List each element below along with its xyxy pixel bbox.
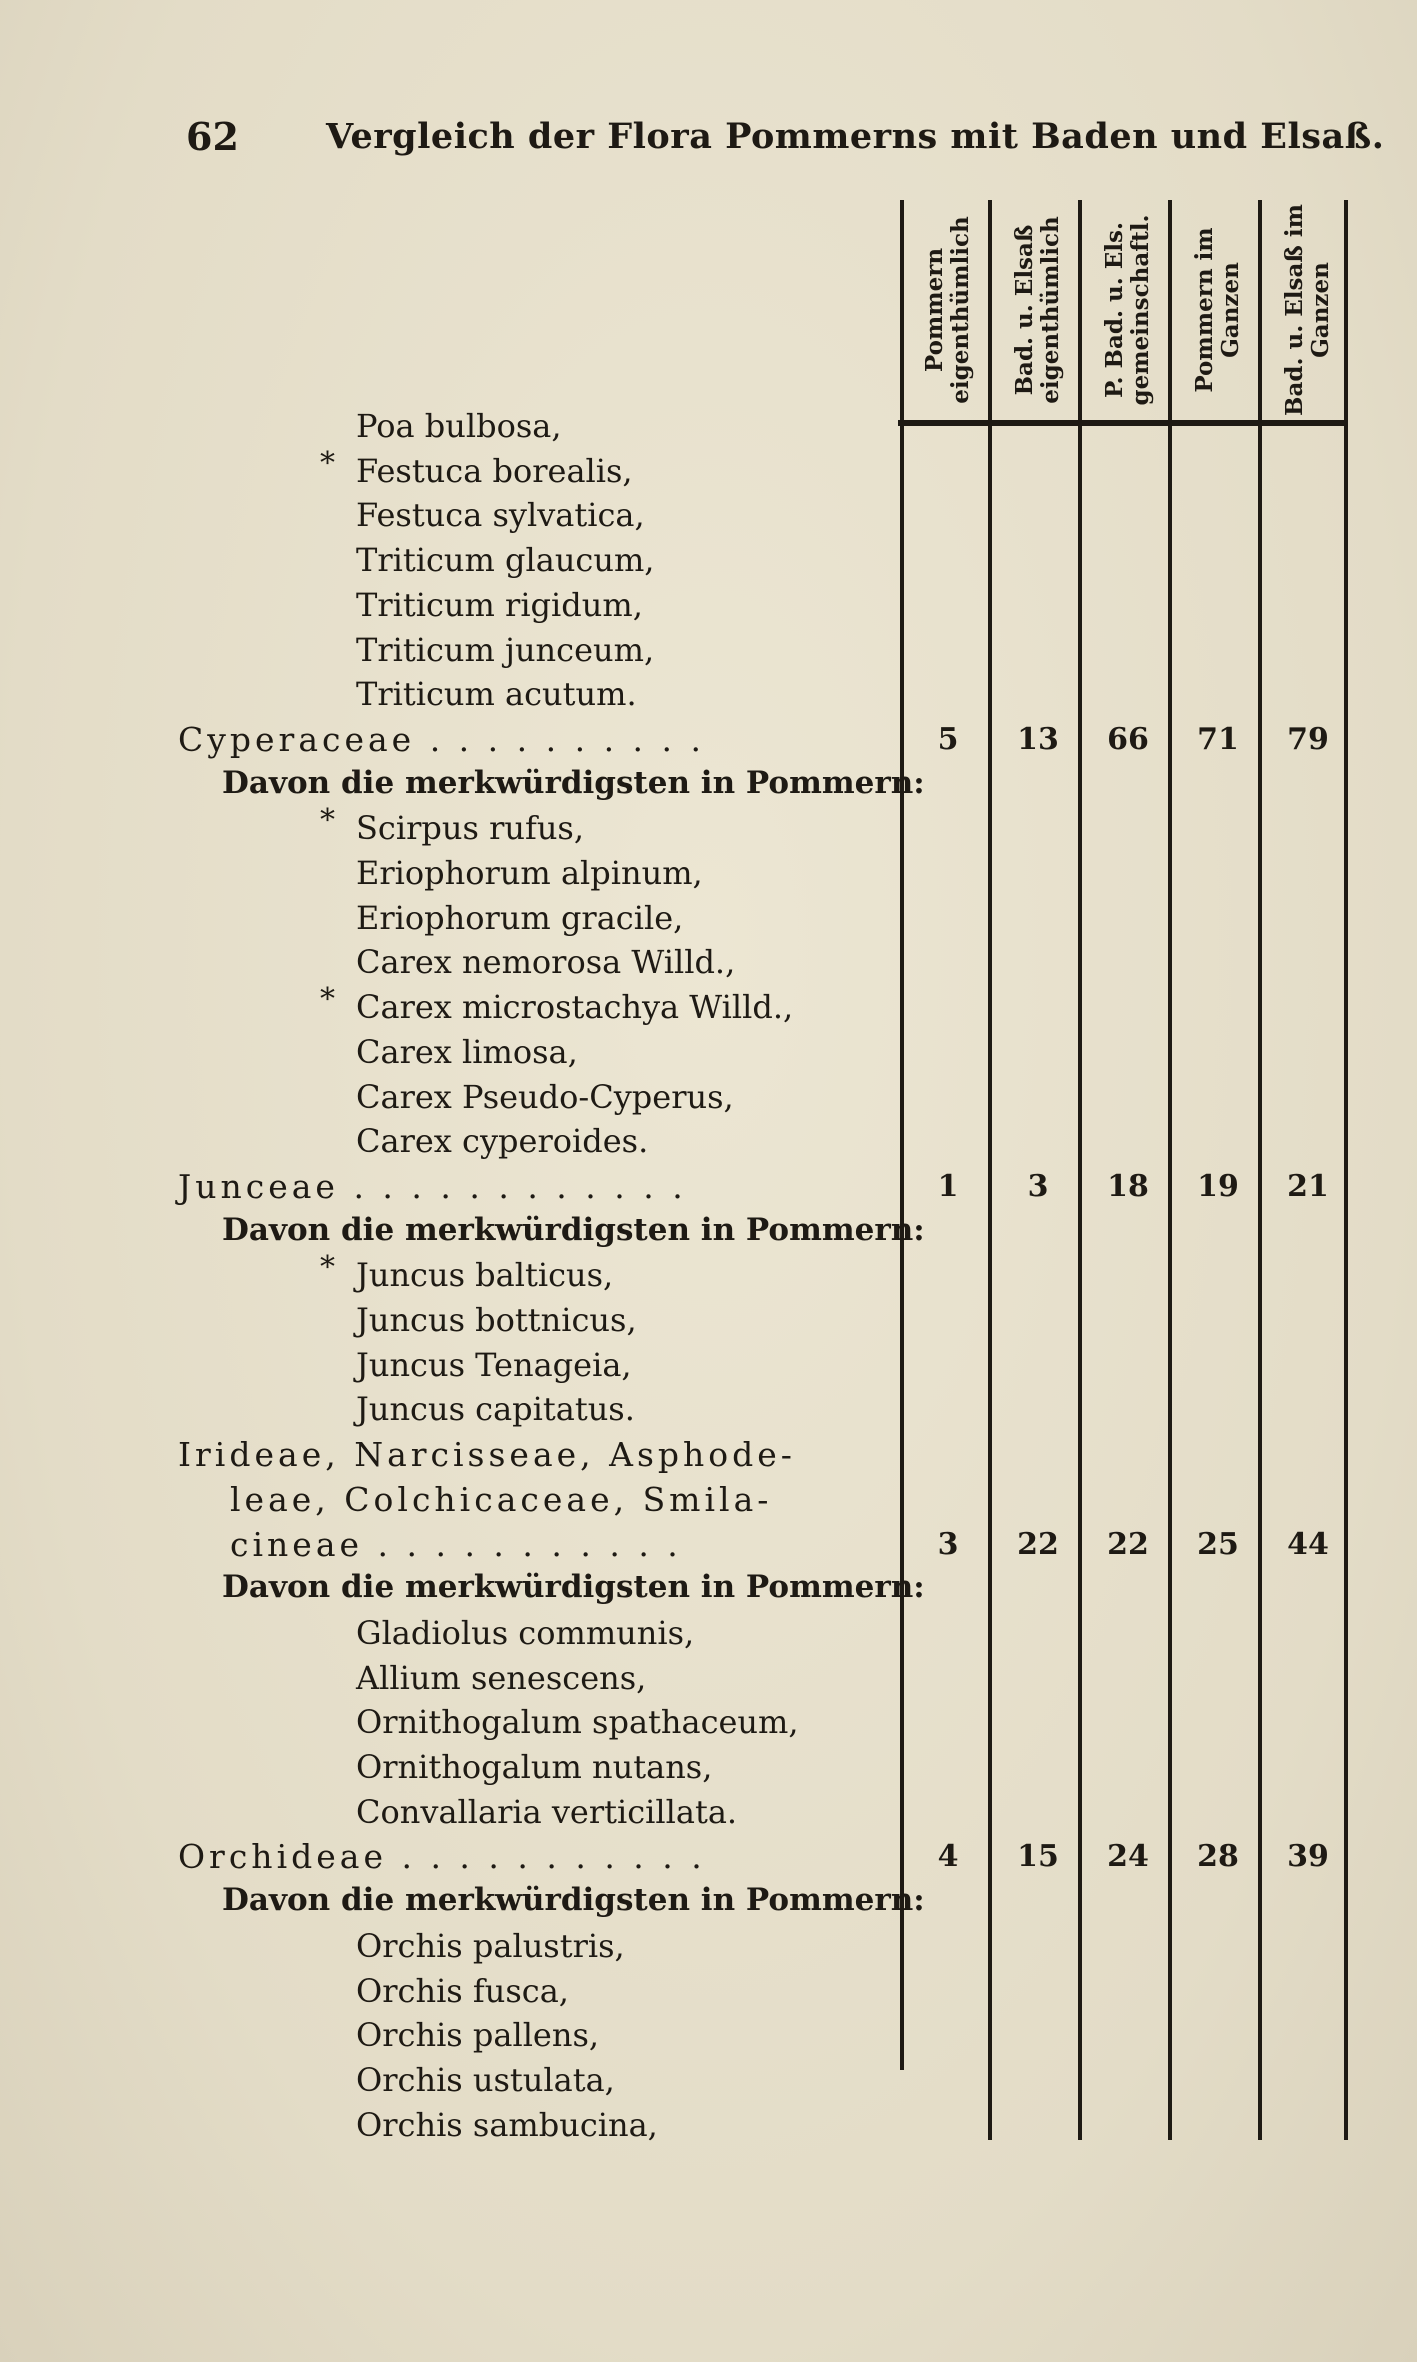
species-name: Orchis palustris,: [356, 1927, 625, 1965]
column-header-1: [902, 192, 994, 428]
column-header-label: Pommern eigenthümlich: [920, 216, 974, 404]
family-name-continued: leae, Colchicaceae, Smila-: [230, 1480, 773, 1519]
species-name: Convallaria verticillata.: [356, 1793, 738, 1831]
column-header-3: [1082, 192, 1174, 428]
species-name: Gladiolus communis,: [356, 1614, 695, 1652]
count-cell: 66: [1107, 722, 1149, 757]
asterisk-marker: *: [320, 803, 335, 838]
asterisk-marker: *: [320, 982, 335, 1017]
count-cell: 22: [1107, 1527, 1149, 1562]
species-name: Ornithogalum spathaceum,: [356, 1703, 799, 1741]
asterisk-marker: *: [320, 446, 335, 481]
species-name: Juncus balticus,: [356, 1256, 614, 1294]
count-cell: 21: [1287, 1169, 1329, 1204]
family-name: Irideae, Narcisseae, Asphode-: [178, 1435, 796, 1474]
count-cell: 25: [1197, 1527, 1239, 1562]
species-name: Orchis pallens,: [356, 2016, 600, 2054]
column-rule: [900, 200, 904, 2070]
subheading: Davon die merkwürdigsten in Pommern:: [222, 1212, 925, 1248]
count-cell: 71: [1197, 722, 1239, 757]
species-name: Carex Pseudo-Cyperus,: [356, 1078, 734, 1116]
species-name: Orchis fusca,: [356, 1972, 569, 2010]
species-name: Carex cyperoides.: [356, 1122, 649, 1160]
page-number: 62: [186, 114, 239, 159]
count-cell: 18: [1107, 1169, 1149, 1204]
count-cell: 13: [1017, 722, 1059, 757]
count-cell: 22: [1017, 1527, 1059, 1562]
species-name: Carex limosa,: [356, 1033, 578, 1071]
column-header-2: [992, 192, 1084, 428]
count-cell: 3: [937, 1527, 959, 1562]
species-name: Poa bulbosa,: [356, 407, 562, 445]
species-name: Carex nemorosa Willd.,: [356, 943, 736, 981]
subheading: Davon die merkwürdigsten in Pommern:: [222, 765, 925, 801]
species-name: Eriophorum gracile,: [356, 899, 684, 937]
species-name: Juncus capitatus.: [356, 1390, 635, 1428]
count-cell: 5: [937, 722, 959, 757]
species-name: Ornithogalum nutans,: [356, 1748, 713, 1786]
species-name: Festuca borealis,: [356, 452, 633, 490]
running-head: Vergleich der Flora Pommerns mit Baden und Elsaß.: [326, 116, 1385, 157]
count-cell: 15: [1017, 1839, 1059, 1874]
family-name: Junceae . . . . . . . . . . . .: [178, 1167, 687, 1206]
column-header-label: Pommern im Ganzen: [1190, 227, 1244, 393]
column-header-label: P. Bad. u. Els. gemeinschaftl.: [1100, 214, 1154, 406]
count-cell: 28: [1197, 1839, 1239, 1874]
count-cell: 4: [937, 1839, 959, 1874]
count-cell: 19: [1197, 1169, 1239, 1204]
asterisk-marker: *: [320, 1250, 335, 1285]
subheading: Davon die merkwürdigsten in Pommern:: [222, 1882, 925, 1918]
count-cell: 44: [1287, 1527, 1329, 1562]
family-name-continued: cineae . . . . . . . . . . .: [230, 1525, 682, 1564]
species-name: Allium senescens,: [356, 1659, 647, 1697]
species-name: Juncus bottnicus,: [356, 1301, 637, 1339]
column-header-5: [1262, 192, 1354, 428]
species-name: Triticum glaucum,: [356, 541, 655, 579]
species-name: Orchis ustulata,: [356, 2061, 615, 2099]
column-header-4: [1172, 192, 1264, 428]
column-header-label: Bad. u. Elsaß eigenthümlich: [1010, 216, 1064, 404]
species-name: Triticum junceum,: [356, 631, 655, 669]
count-cell: 39: [1287, 1839, 1329, 1874]
header-rule: [898, 420, 1346, 426]
count-cell: 79: [1287, 722, 1329, 757]
family-name: Cyperaceae . . . . . . . . . .: [178, 720, 706, 759]
species-name: Juncus Tenageia,: [356, 1346, 632, 1384]
species-name: Orchis sambucina,: [356, 2106, 658, 2144]
species-name: Carex microstachya Willd.,: [356, 988, 794, 1026]
column-header-label: Bad. u. Elsaß im Ganzen: [1280, 204, 1334, 416]
species-name: Scirpus rufus,: [356, 809, 585, 847]
count-cell: 24: [1107, 1839, 1149, 1874]
count-cell: 1: [937, 1169, 959, 1204]
count-cell: 3: [1027, 1169, 1049, 1204]
species-name: Triticum rigidum,: [356, 586, 643, 624]
species-name: Eriophorum alpinum,: [356, 854, 703, 892]
species-name: Festuca sylvatica,: [356, 496, 645, 534]
family-name: Orchideae . . . . . . . . . . .: [178, 1837, 706, 1876]
species-name: Triticum acutum.: [356, 675, 637, 713]
subheading: Davon die merkwürdigsten in Pommern:: [222, 1569, 925, 1605]
